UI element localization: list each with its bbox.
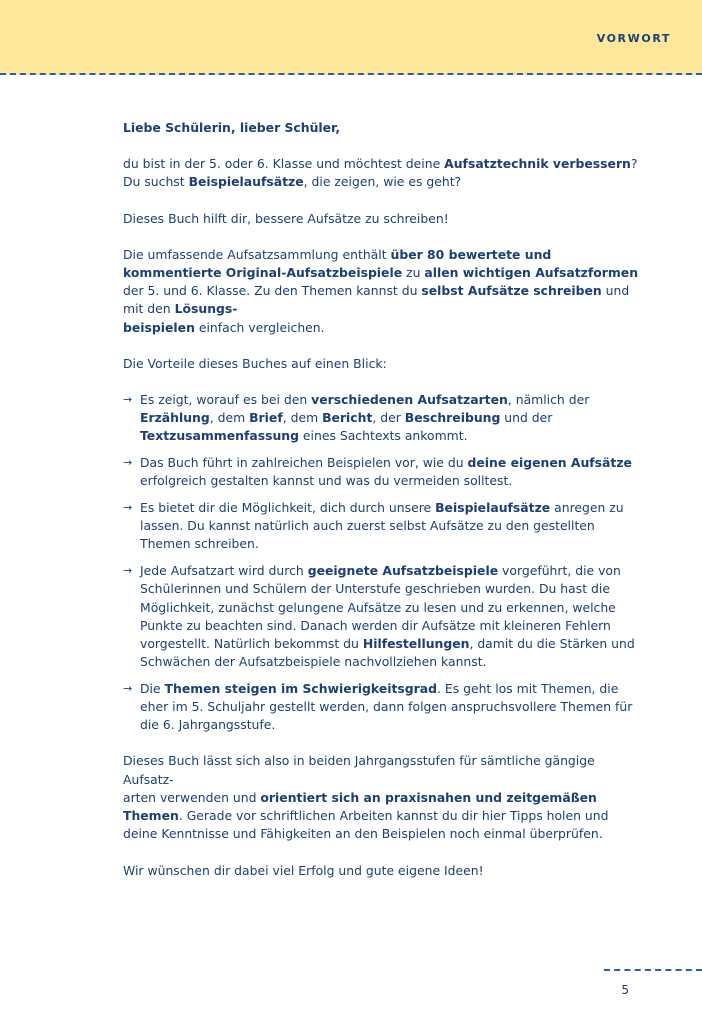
list-item: → Jede Aufsatzart wird durch geeignete Aufsatzbeispiele vorgeführt, die von Schülerinnen und Schülern der Unterstufe geschrieben wurden. Du hast die Möglichkeit, zunächst gelungene Aufsätze zu lesen und zu erkennen, welche Punkte zu beachten sind. Danach werden dir Aufsätze mit kleineren Fehlern vorgestellt. Natürlich bekommst du Hilfestellungen, damit du die Stärken und Schwächen der Aufsatzbeispiele nachvollziehen kannst. [123, 563, 635, 670]
list-item: → Die Themen steigen im Schwierigkeitsgrad. Es geht los mit Themen, die eher im 5. Schuljahr gestellt werden, dann folgen anspruchsvollere Themen für die 6. Jahrgangsstufe. [123, 680, 633, 733]
section-title: VORWORT [596, 32, 671, 45]
greeting: Liebe Schülerin, lieber Schüler, [123, 120, 341, 135]
advantages-list [123, 391, 643, 734]
list-intro: Die Vorteile dieses Buches auf einen Blick: [123, 355, 387, 371]
list-item: → Es zeigt, worauf es bei den verschiedenen Aufsatzarten, nämlich der Erzählung, dem Brief, dem Bericht, der Beschreibung und der Textzusammenfassung eines Sachtexts ankommt. [123, 392, 590, 444]
page-number: 5 [621, 983, 629, 997]
arrow-icon: → [123, 564, 133, 578]
header-dashed-rule [0, 73, 702, 75]
paragraph-1: du bist in der 5. oder 6. Klasse und möchtest deine Aufsatztechnik verbessern? Du suchst Beispielaufsätze, die zeigen, wie es geht? [123, 156, 638, 190]
arrow-icon: → [123, 501, 133, 515]
arrow-icon: → [123, 681, 133, 695]
paragraph-2: Dieses Buch hilft dir, bessere Aufsätze zu schreiben! [123, 210, 449, 226]
preface-body [123, 119, 643, 898]
paragraph-4: Dieses Buch lässt sich also in beiden Jahrgangsstufen für sämtliche gängige Aufsatz- arten verwenden und orientiert sich an praxisnahen und zeitgemäßen Themen. Gerade vor schriftlichen Arbeiten kannst du dir hier Tipps holen und deine Kenntnisse und Fähigkeiten an den Beispielen noch einmal überprüfen. [123, 753, 609, 842]
footer-dashed-rule [604, 969, 702, 971]
arrow-icon: → [123, 456, 133, 470]
list-item: → Es bietet dir die Möglichkeit, dich durch unsere Beispielaufsätze anregen zu lassen. Du kannst natürlich auch zuerst selbst Aufsätze zu den gestellten Themen schreiben. [123, 500, 624, 552]
paragraph-3: Die umfassende Aufsatzsammlung enthält über 80 bewertete und kommentierte Original-Aufsatzbeispiele zu allen wichtigen Aufsatzformen der 5. und 6. Klasse. Zu den Themen kannst du selbst Aufsätze schreiben und mit den Lösungs- beispielen einfach vergleichen. [123, 246, 639, 335]
list-item: → Das Buch führt in zahlreichen Beispielen vor, wie du deine eigenen Aufsätze erfolgreich gestalten kannst und was du vermeiden solltest. [123, 455, 632, 489]
closing-line: Wir wünschen dir dabei viel Erfolg und gute eigene Ideen! [123, 862, 484, 878]
arrow-icon: → [123, 393, 133, 407]
header-band [0, 0, 702, 75]
